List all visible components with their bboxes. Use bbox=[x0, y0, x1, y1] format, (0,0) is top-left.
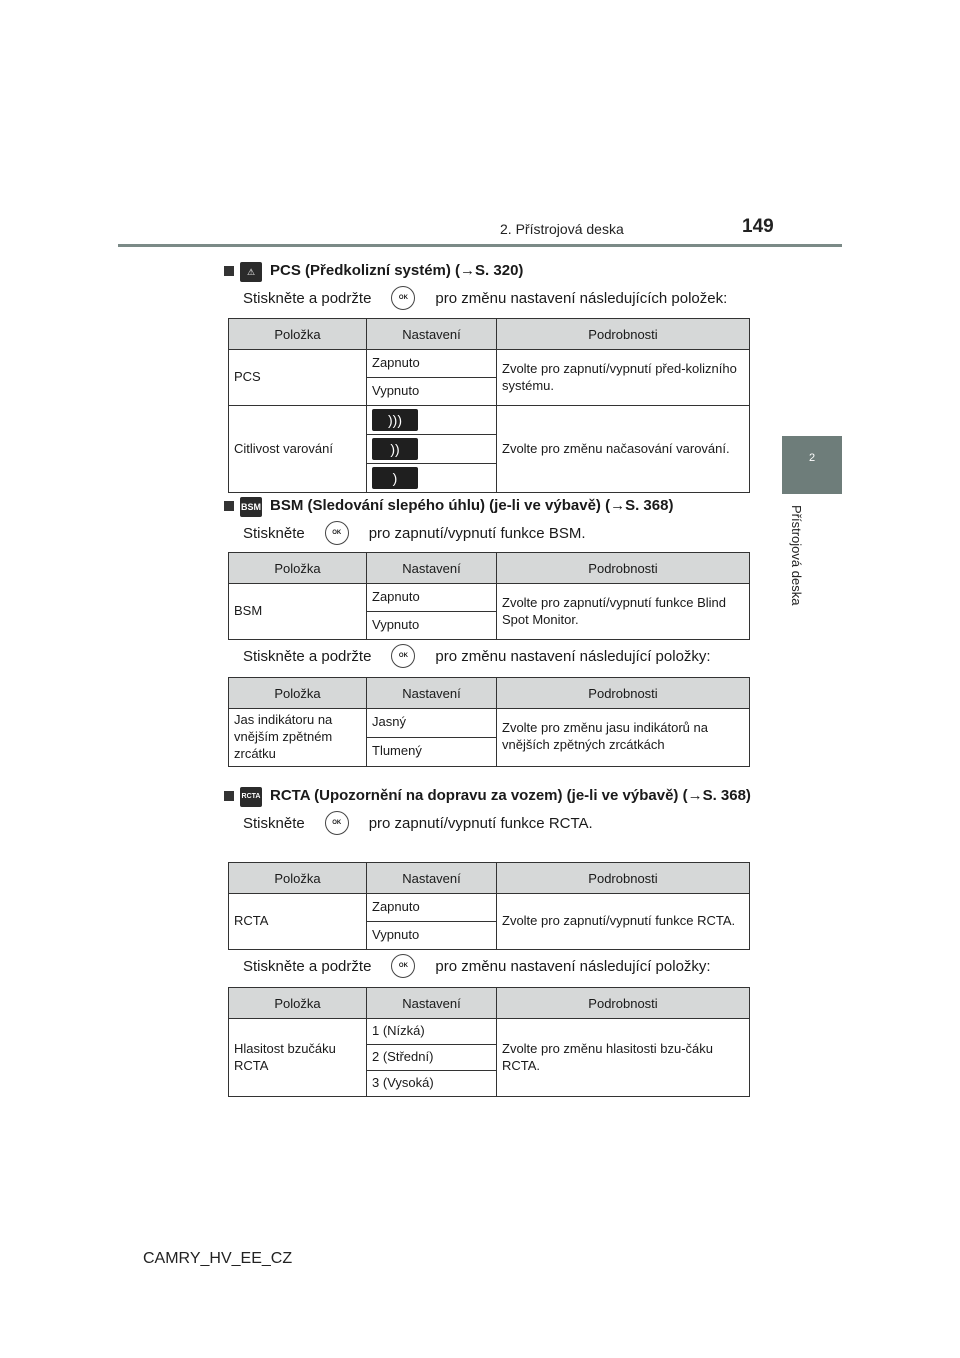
col-header: Položka bbox=[229, 988, 367, 1019]
setting-cell bbox=[367, 406, 497, 435]
instruction-text: Stiskněte a podržte bbox=[243, 289, 372, 307]
table-row bbox=[229, 350, 750, 378]
ok-button-icon: OK bbox=[391, 954, 415, 978]
item-cell: PCS bbox=[229, 350, 367, 406]
bsm-heading-row bbox=[224, 497, 754, 517]
setting-cell: Tlumený bbox=[367, 737, 497, 766]
col-header: Nastavení bbox=[367, 319, 497, 350]
instruction-text: pro změnu nastavení následující položky: bbox=[435, 647, 711, 665]
sensitivity-low-icon: ) bbox=[372, 467, 418, 489]
instruction-text: Stiskněte a podržte bbox=[243, 647, 372, 665]
item-cell: RCTA bbox=[229, 894, 367, 950]
bsm-icon: BSM bbox=[240, 497, 262, 517]
rcta-section bbox=[224, 787, 754, 835]
instruction-text: Stiskněte bbox=[243, 814, 305, 832]
chapter-tab-number: 2 bbox=[808, 452, 816, 464]
col-header: Položka bbox=[229, 319, 367, 350]
table-header-row bbox=[229, 988, 750, 1019]
col-header: Podrobnosti bbox=[497, 863, 750, 894]
document-code: CAMRY_HV_EE_CZ bbox=[143, 1250, 293, 1267]
rcta-instruction-2 bbox=[243, 954, 754, 978]
col-header: Nastavení bbox=[367, 678, 497, 709]
bullet-icon bbox=[224, 791, 234, 801]
detail-cell: Zvolte pro změnu načasování varování. bbox=[497, 406, 750, 493]
col-header: Podrobnosti bbox=[497, 553, 750, 584]
setting-cell: Vypnuto bbox=[367, 922, 497, 950]
sensitivity-medium-icon: )) bbox=[372, 438, 418, 460]
setting-cell: Zapnuto bbox=[367, 584, 497, 612]
table-row bbox=[229, 709, 750, 738]
header-section-title: 2. Přístrojová deska bbox=[500, 221, 624, 237]
ok-button-icon: OK bbox=[391, 286, 415, 310]
detail-cell: Zvolte pro zapnutí/vypnutí funkce RCTA. bbox=[497, 894, 750, 950]
chapter-tab-label: Přístrojová deska bbox=[789, 505, 804, 606]
col-header: Položka bbox=[229, 863, 367, 894]
item-cell: Jas indikátoru na vnějším zpětném zrcátku bbox=[229, 709, 367, 767]
item-cell: BSM bbox=[229, 584, 367, 640]
table-row bbox=[229, 1019, 750, 1045]
ok-button-icon: OK bbox=[391, 644, 415, 668]
bsm-section bbox=[224, 497, 754, 545]
col-header: Podrobnosti bbox=[497, 988, 750, 1019]
setting-cell: Zapnuto bbox=[367, 350, 497, 378]
table-row bbox=[229, 406, 750, 435]
pcs-section bbox=[224, 262, 754, 310]
pcs-heading: PCS (Předkolizní systém) (→S. 320) bbox=[270, 262, 524, 279]
table-header-row bbox=[229, 863, 750, 894]
pcs-icon: ⚠ bbox=[240, 262, 262, 282]
bsm-heading: BSM (Sledování slepého úhlu) (je-li ve výbavě) (→S. 368) bbox=[270, 497, 674, 514]
table-row bbox=[229, 584, 750, 612]
bullet-icon bbox=[224, 266, 234, 276]
item-cell: Hlasitost bzučáku RCTA bbox=[229, 1019, 367, 1097]
rcta-icon: RCTA bbox=[240, 787, 262, 807]
bsm-instruction-1 bbox=[243, 521, 754, 545]
col-header: Podrobnosti bbox=[497, 678, 750, 709]
setting-cell: Vypnuto bbox=[367, 378, 497, 406]
setting-cell bbox=[367, 464, 497, 493]
detail-cell: Zvolte pro zapnutí/vypnutí funkce Blind Spot Monitor. bbox=[497, 584, 750, 640]
col-header: Položka bbox=[229, 553, 367, 584]
instruction-text: pro změnu nastavení následujících položek: bbox=[435, 289, 728, 307]
setting-cell: Jasný bbox=[367, 709, 497, 738]
item-cell: Citlivost varování bbox=[229, 406, 367, 493]
instruction-text: pro změnu nastavení následující položky: bbox=[435, 957, 711, 975]
rcta-table-1 bbox=[228, 862, 750, 950]
page-number: 149 bbox=[742, 216, 774, 237]
setting-cell: 3 (Vysoká) bbox=[367, 1071, 497, 1097]
col-header: Nastavení bbox=[367, 553, 497, 584]
bullet-icon bbox=[224, 501, 234, 511]
detail-cell: Zvolte pro zapnutí/vypnutí před-kolizního systému. bbox=[497, 350, 750, 406]
ok-button-icon: OK bbox=[325, 521, 349, 545]
ok-button-icon: OK bbox=[325, 811, 349, 835]
bsm-instruction-2-wrap bbox=[224, 644, 754, 668]
col-header: Podrobnosti bbox=[497, 319, 750, 350]
detail-cell: Zvolte pro změnu hlasitosti bzu-čáku RCTA. bbox=[497, 1019, 750, 1097]
col-header: Nastavení bbox=[367, 988, 497, 1019]
pcs-table bbox=[228, 318, 750, 493]
pcs-heading-row bbox=[224, 262, 754, 282]
rcta-table-2 bbox=[228, 987, 750, 1097]
setting-cell: Vypnuto bbox=[367, 612, 497, 640]
instruction-text: Stiskněte a podržte bbox=[243, 957, 372, 975]
setting-cell: Zapnuto bbox=[367, 894, 497, 922]
col-header: Nastavení bbox=[367, 863, 497, 894]
table-header-row bbox=[229, 553, 750, 584]
rcta-heading-row bbox=[224, 787, 754, 807]
table-header-row bbox=[229, 678, 750, 709]
header-divider bbox=[118, 244, 842, 247]
rcta-instruction-1 bbox=[243, 811, 754, 835]
setting-cell: 1 (Nízká) bbox=[367, 1019, 497, 1045]
table-header-row bbox=[229, 319, 750, 350]
pcs-instruction bbox=[243, 286, 754, 310]
bsm-table-1 bbox=[228, 552, 750, 640]
instruction-text: pro zapnutí/vypnutí funkce RCTA. bbox=[368, 814, 593, 832]
setting-cell: 2 (Střední) bbox=[367, 1045, 497, 1071]
rcta-instruction-2-wrap bbox=[224, 954, 754, 978]
setting-cell bbox=[367, 435, 497, 464]
detail-cell: Zvolte pro změnu jasu indikátorů na vnějších zpětných zrcátkách bbox=[497, 709, 750, 767]
chapter-tab bbox=[782, 436, 842, 494]
bsm-table-2 bbox=[228, 677, 750, 767]
col-header: Položka bbox=[229, 678, 367, 709]
instruction-text: pro zapnutí/vypnutí funkce BSM. bbox=[368, 524, 586, 542]
table-row bbox=[229, 894, 750, 922]
instruction-text: Stiskněte bbox=[243, 524, 305, 542]
chapter-tab-label-wrap bbox=[790, 505, 810, 625]
bsm-instruction-2 bbox=[243, 644, 754, 668]
rcta-heading: RCTA (Upozornění na dopravu za vozem) (je-li ve výbavě) (→S. 368) bbox=[270, 787, 751, 804]
sensitivity-high-icon: ))) bbox=[372, 409, 418, 431]
